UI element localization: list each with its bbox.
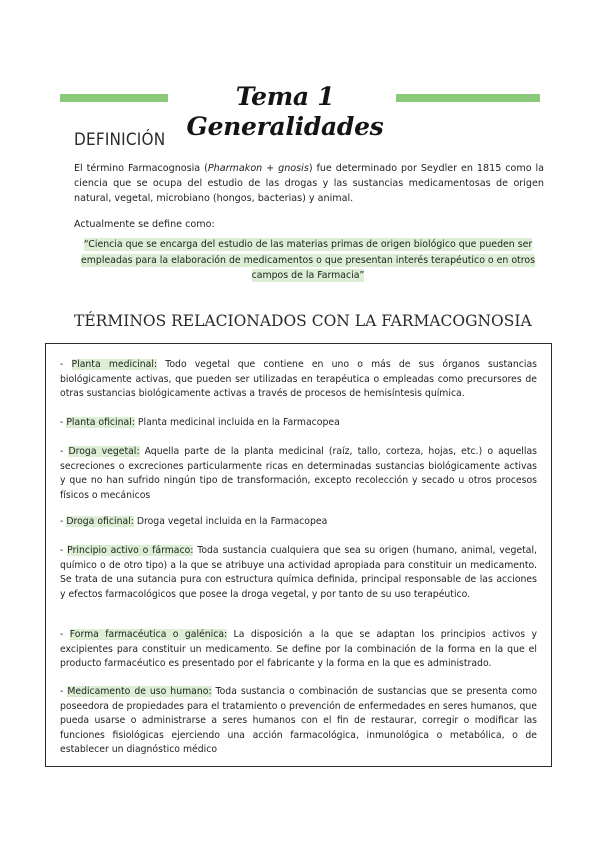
definition-paragraph (74, 161, 544, 206)
term-name: Droga vegetal: (68, 446, 140, 457)
term-text: Todo vegetal que contiene en uno o más de sus órganos sustancias biológicamente activas, que pueden ser utilizadas en terapéutica o empleadas como precursores de otras sustancias biológicamente activas a través de procesos de hemisíntesis química. (60, 359, 537, 400)
term-text: La disposición a la que se adaptan los principios activos y excipientes para constituir un medicamento. Se define por la combinación de la forma en la que el producto farmacéutico es presentado por el fabricante y la forma en la que es administrado. (60, 629, 537, 670)
term-principio-activo: - Principio activo o fármaco: Toda sustancia cualquiera que sea su origen (humano, animal, vegetal, químico o de otro tipo) a la que se atribuye una actividad apropiada para constituir un medicamento. Se trata de una sutancia pura con estructura química definida, principal responsable de las acciones y efectos farmacológicos que posee la droga vegetal, y por tanto de su uso terapéutico. (60, 545, 538, 600)
term-name: Medicamento de uso humano: (67, 686, 212, 697)
term-name: Planta oficinal: (66, 417, 135, 428)
term-planta-medicinal: - Planta medicinal: Todo vegetal que contiene en uno o más de sus órganos sustancias biológicamente activas, que pueden ser utilizadas en terapéutica o empleadas como precursores de otras sustancias biológicamente activas a través de procesos de hemisíntesis química. (60, 359, 537, 400)
term-text: Aquella parte de la planta medicinal (raíz, tallo, corteza, hojas, etc.) o aquellas secreciones o excreciones particularmente ricas en determinadas sustancias biológicamente activas y que no han sufrido ningún tipo de transformación, excepto recolección y secado u otros procesos físicos o mecánicos (60, 446, 538, 501)
quote-text: “Ciencia que se encarga del estudio de las materias primas de origen biológico que pueden ser empleadas para la elaboración de medicamentos o que presentan interés terapéutico o en otros campos de la Farmacia” (81, 239, 535, 281)
term-name: Droga oficinal: (66, 516, 134, 527)
term-text: Toda sustancia cualquiera que sea su origen (humano, animal, vegetal, químico o de otro tipo) a la que se atribuye una actividad apropiada para constituir un medicamento. Se trata de una sutancia pura con estructura química definida, principal responsable de las acciones y efectos farmacológicos que posee la droga vegetal, y por tanto de su uso terapéutico. (60, 545, 538, 600)
intro-italic: Pharmakon + gnosis (207, 163, 309, 174)
intro-before: El término Farmacognosia ( (74, 163, 208, 174)
term-forma-farmaceutica: - Forma farmacéutica o galénica: La disposición a la que se adaptan los principios activos y excipientes para constituir un medicamento. Se define por la combinación de la forma en la que el producto farmacéutico es presentado por el fabricante y la forma en la que es administrado. (60, 629, 537, 670)
term-planta-oficinal: - Planta oficinal: Planta medicinal incluida en la Farmacopea (60, 417, 340, 428)
title-bar-right (396, 94, 540, 102)
intro-after: ) fue determinado por Seydler en 1815 como la ciencia que se ocupa del estudio de las drogas y las sustancias medicamentosas de origen natural, vegetal, microbiano (hongos, bacterias) y animal. (74, 163, 545, 204)
term-text: Droga vegetal incluida en la Farmacopea (133, 516, 328, 527)
term-droga-vegetal: - Droga vegetal: Aquella parte de la planta medicinal (raíz, tallo, corteza, hojas, etc.) o aquellas secreciones o excreciones particularmente ricas en determinadas sustancias biológicamente activas y que no han sufrido ningún tipo de transformación, excepto recolección y secado u otros procesos físicos o mecánicos (60, 446, 538, 501)
terms-box (45, 343, 552, 767)
term-droga-oficinal: - Droga oficinal: Droga vegetal incluida en la Farmacopea (60, 516, 328, 527)
definition-quote (70, 237, 546, 284)
term-text: Planta medicinal incluida en la Farmacopea (134, 417, 340, 428)
term-medicamento-uso-humano: - Medicamento de uso humano: Toda sustancia o combinación de sustancias que se presenta como poseedora de propiedades para el tratamiento o prevención de enfermedades en seres humanos, que pueda usarse o administrarse a seres humanos con el fin de restaurar, corregir o modificar las funciones fisiológicas ejerciendo una acción farmacológica, inmunológica o metabólica, o de establecer un diagnóstico médico (60, 686, 538, 756)
current-definition-label: Actualmente se define como: (74, 219, 215, 230)
term-text: Toda sustancia o combinación de sustancias que se presenta como poseedora de propiedades para el tratamiento o prevención de enfermedades en seres humanos, que pueda usarse o administrarse a seres humanos con el fin de restaurar, corregir o modificar las funciones fisiológicas ejerciendo una acción farmacológica, inmunológica o metabólica, o de establecer un diagnóstico médico (60, 686, 538, 756)
terms-heading: TÉRMINOS RELACIONADOS CON LA FARMACOGNOSIA (74, 312, 532, 330)
page-title: Tema 1 Generalidades (186, 82, 384, 141)
definition-heading: DEFINICIÓN (74, 130, 166, 150)
term-name: Principio activo o fármaco: (67, 545, 194, 556)
title-bar-left (60, 94, 168, 102)
term-name: Planta medicinal: (71, 359, 158, 370)
term-name: Forma farmacéutica o galénica: (69, 629, 228, 640)
